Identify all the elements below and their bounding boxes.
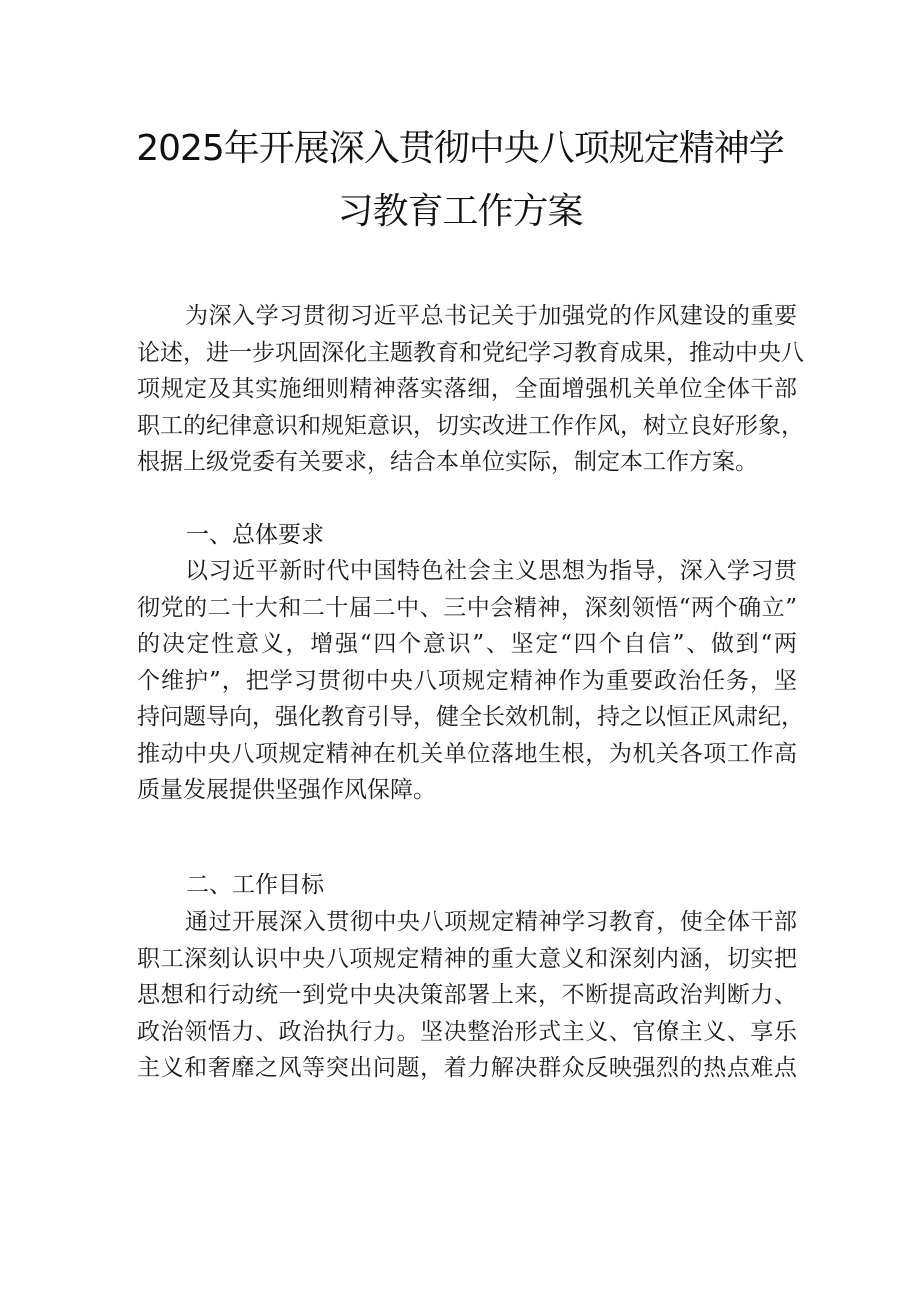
intro-paragraph bbox=[137, 298, 804, 481]
paragraph-line: 的决定性意义，增强“四个意识”、坚定“四个自信”、做到“两 bbox=[137, 631, 797, 657]
paragraph-line: 质量发展提供坚强作风保障。 bbox=[137, 777, 436, 803]
document-title-line-1: 2025年开展深入贯彻中央八项规定精神学 bbox=[136, 128, 784, 169]
paragraph-line: 职工深刻认识中央八项规定精神的重大意义和深刻内涵，切实把 bbox=[137, 945, 797, 972]
section-heading-work-goals: 二、工作目标 bbox=[186, 872, 324, 898]
section1-paragraph bbox=[137, 553, 804, 809]
paragraph-line: 政治领悟力、政治执行力。坚决整治形式主义、官僚主义、享乐 bbox=[137, 1018, 797, 1045]
paragraph-line: 职工的纪律意识和规矩意识，切实改进工作作风，树立良好形象， bbox=[137, 412, 804, 439]
paragraph-line: 根据上级党委有关要求，结合本单位实际，制定本工作方案。 bbox=[137, 449, 758, 475]
paragraph-line: 以习近平新时代中国特色社会主义思想为指导，深入学习贯 bbox=[185, 558, 797, 584]
paragraph-line: 推动中央八项规定精神在机关单位落地生根，为机关各项工作高 bbox=[137, 740, 797, 767]
paragraph-line: 思想和行动统一到党中央决策部署上来，不断提高政治判断力、 bbox=[137, 982, 797, 1008]
paragraph-line: 个维护”，把学习贯彻中央八项规定精神作为重要政治任务，坚 bbox=[137, 667, 797, 694]
section-heading-overall-requirements: 一、总体要求 bbox=[186, 522, 324, 548]
paragraph-line: 论述，进一步巩固深化主题教育和党纪学习教育成果，推动中央八 bbox=[137, 339, 804, 366]
paragraph-line: 通过开展深入贯彻中央八项规定精神学习教育，使全体干部 bbox=[185, 909, 797, 935]
paragraph-line: 持问题导向，强化教育引导，健全长效机制，持之以恒正风肃纪， bbox=[137, 704, 804, 730]
paragraph-line: 为深入学习贯彻习近平总书记关于加强党的作风建设的重要 bbox=[185, 303, 797, 329]
document-title-line-2: 习教育工作方案 bbox=[337, 191, 583, 232]
paragraph-line: 项规定及其实施细则精神落实落细，全面增强机关单位全体干部 bbox=[137, 376, 797, 402]
paragraph-line: 彻党的二十大和二十届二中、三中会精神，深刻领悟“两个确立” bbox=[137, 594, 797, 621]
section2-paragraph bbox=[137, 904, 797, 1087]
paragraph-line: 主义和奢靡之风等突出问题，着力解决群众反映强烈的热点难点 bbox=[137, 1055, 797, 1081]
